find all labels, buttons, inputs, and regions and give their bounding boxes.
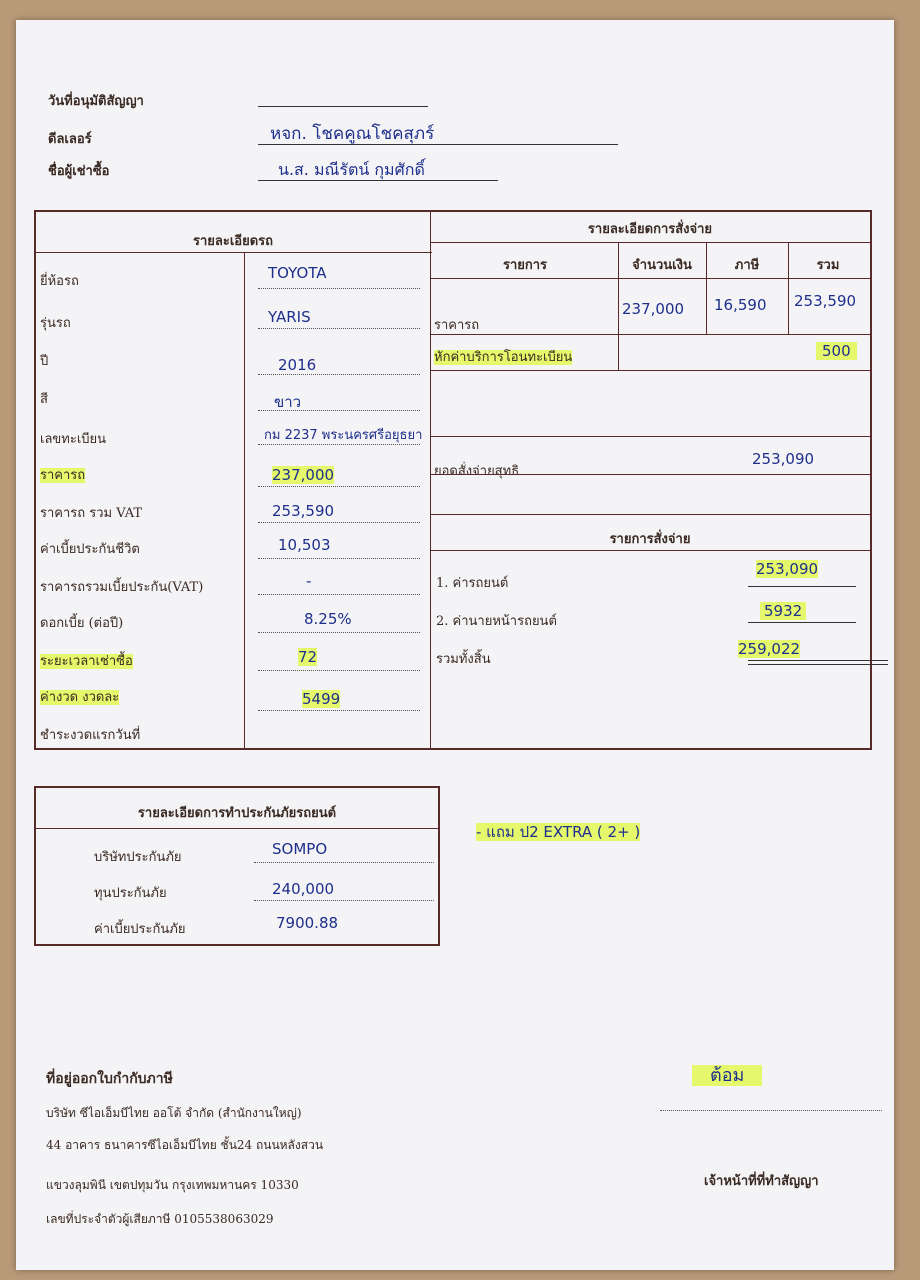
car-row-label: ระยะเวลาเช่าซื้อ bbox=[40, 654, 133, 669]
insurance-sum-value: 240,000 bbox=[272, 880, 335, 898]
car-row-label: รุ่นรถ bbox=[40, 316, 71, 331]
row1-label: ราคารถ bbox=[434, 318, 480, 333]
dealer-value: หจก. โชคคูณโชคสุภร์ bbox=[270, 124, 435, 144]
sum-label: รวมทั้งสิ้น bbox=[436, 652, 491, 667]
tax-address-line: บริษัท ซีไอเอ็มบีไทย ออโต้ จำกัด (สำนักงานใหญ่) bbox=[46, 1106, 302, 1120]
contract-paper bbox=[16, 20, 894, 1270]
main-divider bbox=[430, 210, 431, 748]
date-line bbox=[258, 106, 428, 107]
col-tax-header: ภาษี bbox=[734, 258, 760, 273]
tax-address-line: 44 อาคาร ธนาคารซีไอเอ็มบีไทย ชั้น24 ถนนหลังสวน bbox=[46, 1138, 324, 1152]
payment-details-title: รายละเอียดการสั่งจ่าย bbox=[587, 222, 713, 237]
row1-total: 253,590 bbox=[794, 292, 857, 310]
buyer-label: ชื่อผู้เช่าซื้อ bbox=[48, 164, 110, 179]
tax-address-title: ที่อยู่ออกใบกำกับภาษี bbox=[46, 1071, 173, 1087]
car-row-label: ค่างวด งวดละ bbox=[40, 690, 120, 705]
insurance-title: รายละเอียดการทำประกันภัยรถยนต์ bbox=[137, 806, 337, 821]
car-row-label: ค่าเบี้ยประกันชีวิต bbox=[40, 542, 140, 557]
car-row-value: 237,000 bbox=[272, 466, 335, 484]
signature-label: เจ้าหน้าที่ที่ทำสัญญา bbox=[704, 1174, 819, 1189]
row2-total: 500 bbox=[816, 342, 857, 360]
car-row-value: YARIS bbox=[268, 308, 311, 326]
net-label: ยอดสั่งจ่ายสุทธิ bbox=[434, 464, 520, 479]
car-row-value: 10,503 bbox=[278, 536, 331, 554]
car-row-value: 5499 bbox=[302, 690, 341, 708]
car-row-value: TOYOTA bbox=[268, 264, 327, 282]
car-row-label: ราคารถรวมเบี้ยประกัน(VAT) bbox=[40, 580, 204, 595]
col-total-header: รวม bbox=[816, 258, 840, 273]
car-row-label: ชำระงวดแรกวันที่ bbox=[40, 728, 141, 743]
car-row-label: ดอกเบี้ย (ต่อปี) bbox=[40, 616, 124, 631]
col-amount-header: จำนวนเงิน bbox=[632, 258, 692, 273]
insurance-company-label: บริษัทประกันภัย bbox=[94, 850, 182, 865]
order2-label: 2. ค่านายหน้ารถยนต์ bbox=[436, 614, 557, 629]
car-value-divider bbox=[244, 252, 245, 748]
insurance-sum-label: ทุนประกันภัย bbox=[94, 886, 167, 901]
car-row-label: เลขทะเบียน bbox=[40, 432, 107, 447]
net-value: 253,090 bbox=[752, 450, 815, 468]
car-details-title: รายละเอียดรถ bbox=[192, 234, 273, 249]
car-row-value: 72 bbox=[298, 648, 318, 666]
car-row-value: 253,590 bbox=[272, 502, 335, 520]
car-row-label: ยี่ห้อรถ bbox=[40, 274, 79, 289]
signature-name: ต้อม bbox=[692, 1065, 762, 1086]
insurance-company-value: SOMPO bbox=[272, 840, 328, 858]
buyer-value: น.ส. มณีรัตน์ กุมศักดิ์ bbox=[278, 160, 425, 179]
tax-id-line: เลขที่ประจำตัวผู้เสียภาษี 0105538063029 bbox=[46, 1212, 274, 1226]
insurance-premium-label: ค่าเบี้ยประกันภัย bbox=[94, 922, 186, 937]
order2-value: 5932 bbox=[760, 602, 806, 620]
car-row-label: ปี bbox=[40, 354, 49, 369]
car-row-value: ขาว bbox=[274, 393, 302, 411]
car-row-value: 2016 bbox=[278, 356, 317, 374]
car-row-label: ราคารถ รวม VAT bbox=[40, 506, 143, 521]
dealer-label: ดีลเลอร์ bbox=[48, 132, 92, 147]
car-row-value: กม 2237 พระนครศรีอยุธยา bbox=[264, 428, 423, 443]
car-row-value: - bbox=[306, 572, 312, 590]
signature-line bbox=[660, 1110, 882, 1111]
order1-label: 1. ค่ารถยนต์ bbox=[436, 576, 509, 591]
sum-value: 259,022 bbox=[738, 640, 801, 658]
car-row-value: 8.25% bbox=[304, 610, 352, 628]
row2-label: หักค่าบริการโอนทะเบียน bbox=[434, 350, 573, 365]
order1-value: 253,090 bbox=[756, 560, 819, 578]
col-item-header: รายการ bbox=[502, 258, 548, 273]
orders-title: รายการสั่งจ่าย bbox=[609, 532, 691, 547]
row1-tax: 16,590 bbox=[714, 296, 767, 314]
tax-address-line: แขวงลุมพินี เขตปทุมวัน กรุงเทพมหานคร 10330 bbox=[46, 1178, 299, 1192]
handwritten-note: - แถม ป2 EXTRA ( 2+ ) bbox=[476, 823, 641, 841]
row1-amount: 237,000 bbox=[622, 300, 685, 318]
insurance-premium-value: 7900.88 bbox=[276, 914, 339, 932]
car-row-label: ราคารถ bbox=[40, 468, 86, 483]
car-row-label: สี bbox=[40, 392, 48, 407]
contract-date-label: วันที่อนุมัติสัญญา bbox=[48, 94, 144, 109]
